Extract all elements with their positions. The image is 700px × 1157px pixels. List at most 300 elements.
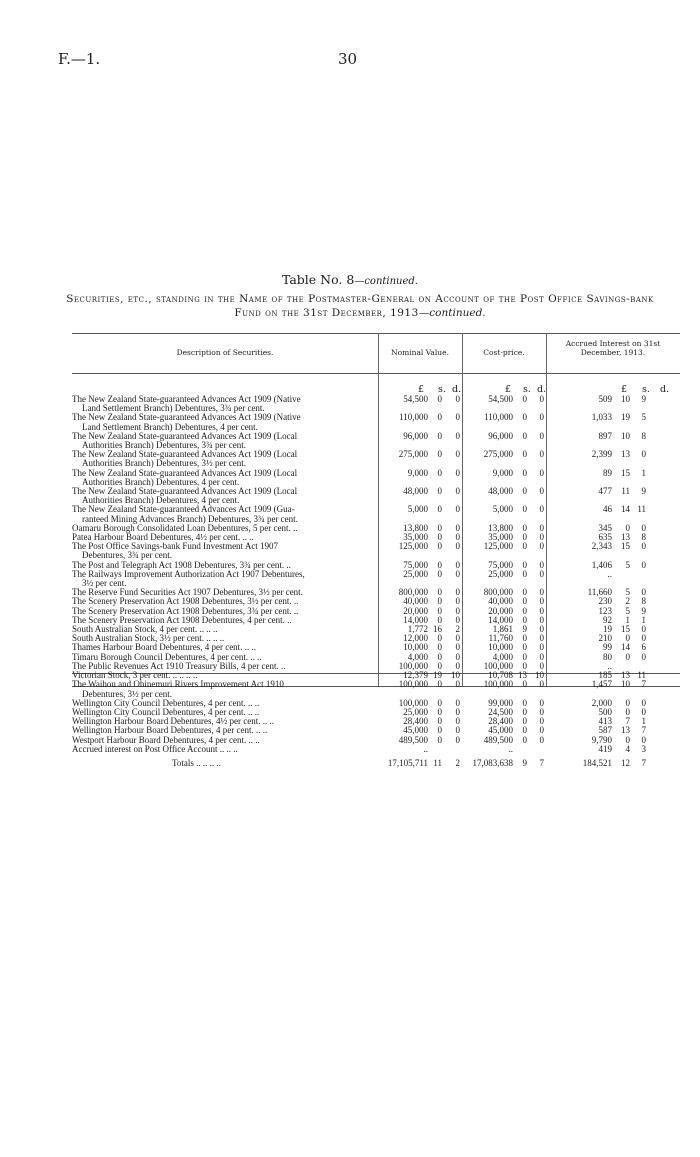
table-subtitle [60,292,660,320]
cost-shillings: 0 [522,430,527,441]
accrued-shillings: 5 [625,559,630,570]
accrued-pence: 0 [641,697,646,708]
description-line: The Public Revenues Act 1910 Treasury Bills, 4 per cent. .. [72,660,286,671]
nominal-pounds: 48,000 [403,486,428,497]
description-line: The New Zealand State-guaranteed Advances Act 1909 (Local [72,467,298,478]
nominal-pence: 10 [451,670,460,681]
total-nominal-shillings: 11 [433,757,442,768]
cost-shillings: 0 [522,734,527,745]
total-cost-shillings: 9 [522,757,527,768]
description-line: The New Zealand State-guaranteed Advances Act 1909 (Local [72,486,298,497]
unit-pounds-accrued: £ [621,384,628,395]
description-line: The New Zealand State-guaranteed Advances Act 1909 (Local [72,449,298,460]
cost-pounds: 96,000 [488,430,513,441]
cost-pounds: .. [508,743,513,754]
accrued-pounds: 80 [603,651,612,662]
total-cost-pence: 7 [539,757,544,768]
accrued-shillings: 15 [621,624,630,635]
description-line: Westport Harbour Board Debentures, 4 per cent. .. .. [72,734,260,745]
cost-pounds: 10,708 [488,670,513,681]
total-accrued-shillings: 12 [621,757,630,768]
nominal-shillings: 0 [437,679,442,690]
nominal-pounds: 96,000 [403,430,428,441]
nominal-pence: 0 [455,486,460,497]
accrued-shillings: 0 [625,734,630,745]
table-subtitle-continued: —continued. [418,307,486,319]
cost-pence: 0 [539,679,544,690]
description-line: The New Zealand State-guaranteed Advances Act 1909 (Native [72,394,301,404]
cost-pounds: 54,500 [488,394,513,404]
accrued-shillings: 13 [621,670,630,681]
nominal-pounds: 12,379 [403,670,428,681]
table-title-main: Table No. 8 [281,272,355,287]
table-row [72,432,646,450]
nominal-pounds: .. [423,743,428,754]
cost-pounds: 28,400 [488,716,513,727]
accrued-pounds: 2,399 [591,449,612,460]
totals-row [72,754,646,768]
cost-pence: 0 [539,651,544,662]
cost-pence: 0 [539,716,544,727]
accrued-pounds: 9,790 [591,734,612,745]
description-continuation: Land Settlement Branch) Debentures, 4 per cent. [82,421,258,432]
nominal-pence: 0 [455,633,460,644]
description-line: The New Zealand State-guaranteed Advances Act 1909 (Native [72,412,301,423]
accrued-shillings: 2 [625,596,630,607]
cost-pence: 0 [539,697,544,708]
security-description [72,680,378,698]
unit-pence-cost: d. [537,384,547,395]
cost-shillings: 13 [518,670,527,681]
description-line: Timaru Borough Council Debentures, 4 per cent. .. .. [72,651,262,662]
security-description [72,450,378,468]
accrued-pence: 6 [641,642,646,653]
cost-shillings: 0 [522,596,527,607]
cost-pence: 0 [539,541,544,552]
accrued-pence: 7 [641,679,646,690]
nominal-shillings: 0 [437,486,442,497]
description-line: Victorian Stock, 3 per cent. .. .. .. .. [72,670,198,681]
cost-pounds: 110,000 [484,412,513,423]
accrued-pounds: 2,343 [591,541,612,552]
nominal-pence: 0 [455,430,460,441]
accrued-pounds: 19 [603,624,612,635]
nominal-pence: 0 [455,394,460,404]
accrued-pounds: 230 [598,596,612,607]
accrued-pounds: 2,000 [591,697,612,708]
cost-pence: 0 [539,412,544,423]
security-description [72,745,378,754]
nominal-pounds: 13,800 [403,522,428,533]
accrued-pounds: 46 [603,504,612,515]
nominal-shillings: 19 [433,670,442,681]
nominal-pounds: 14,000 [403,614,428,625]
nominal-pounds: 28,400 [403,716,428,727]
accrued-shillings: 7 [625,716,630,727]
cost-pounds: 125,000 [483,541,513,552]
table-row [72,395,646,413]
nominal-shillings: 0 [437,642,442,653]
total-nominal-pence: 2 [455,757,460,768]
nominal-pence: 0 [455,697,460,708]
description-line: The Reserve Fund Securities Act 1907 Debentures, 3½ per cent. [72,587,303,598]
cost-pounds: 14,000 [488,614,513,625]
accrued-pence: 0 [641,624,646,635]
cost-pounds: 1,861 [492,624,513,635]
accrued-shillings: 13 [621,725,630,736]
nominal-shillings: 0 [437,522,442,533]
nominal-pounds: 40,000 [403,596,428,607]
cost-shillings: 0 [522,532,527,543]
header-bottom-rule [72,373,680,374]
cost-shillings: 0 [522,504,527,515]
accrued-shillings: 0 [625,522,630,533]
description-line: Oamaru Borough Consolidated Loan Debentures, 5 per cent. .. [72,522,298,533]
description-continuation: 3½ per cent. [82,578,127,589]
nominal-pence: 0 [455,587,460,598]
cost-pence [527,745,544,754]
nominal-pence: 0 [455,734,460,745]
cost-shillings: 0 [522,449,527,460]
nominal-pounds: 100,000 [398,697,428,708]
total-accrued-pounds: 184,521 [582,757,612,768]
cost-pounds: 48,000 [488,486,513,497]
accrued-pounds: .. [607,568,612,579]
accrued-pounds: 587 [598,725,612,736]
accrued-shillings: 13 [621,449,630,460]
table-row [72,505,646,523]
nominal-pence: 0 [455,716,460,727]
nominal-shillings: 0 [437,697,442,708]
securities-table [72,395,646,768]
accrued-pence: 1 [641,614,646,625]
unit-pence-nominal: d. [452,384,462,395]
nominal-pence: 0 [455,651,460,662]
cost-shillings: 0 [522,706,527,717]
total-accrued-pence: 7 [641,757,646,768]
nominal-pounds: 45,000 [403,725,428,736]
page-number: 30 [338,50,358,68]
accrued-pounds: 477 [598,486,612,497]
nominal-shillings: 0 [437,541,442,552]
accrued-pence: 8 [641,596,646,607]
nominal-pence: 0 [455,568,460,579]
accrued-pence [630,570,646,588]
table-row [72,487,646,505]
security-description [72,542,378,560]
description-line: The Scenery Preservation Act 1908 Debentures, 3¾ per cent. .. [72,605,299,616]
security-description [72,570,378,588]
description-continuation: ranteed Mining Advances Branch) Debentures, 3¾ per cent. [82,513,298,524]
description-continuation: Authorities Branch) Debentures, 3½ per cent. [82,458,246,469]
accrued-pence: 11 [637,504,646,515]
description-line: South Australian Stock, 4 per cent. .. .. .. [72,624,218,635]
description-continuation: Debentures, 3½ per cent. [82,688,172,699]
cost-pounds: 489,500 [483,734,513,745]
nominal-pounds: 10,000 [403,642,428,653]
cost-pence: 0 [539,394,544,404]
nominal-pence: 0 [455,522,460,533]
description-line: The New Zealand State-guaranteed Advances Act 1909 (Local [72,430,298,441]
security-description [72,469,378,487]
cost-pounds: 13,800 [488,522,513,533]
cost-shillings: 0 [522,642,527,653]
description-line: South Australian Stock, 3½ per cent. .. .. .. [72,633,225,644]
nominal-shillings: 0 [437,587,442,598]
cost-pence: 0 [539,532,544,543]
nominal-pence: 2 [455,624,460,635]
table-row [72,680,646,698]
nominal-pounds: 489,500 [398,734,428,745]
nominal-shillings: 0 [437,532,442,543]
description-line: Wellington Harbour Board Debentures, 4 per cent. .. .. [72,725,268,736]
accrued-shillings: 0 [625,651,630,662]
accrued-shillings: 14 [621,642,630,653]
nominal-shillings: 0 [437,504,442,515]
accrued-shillings: 1 [625,614,630,625]
nominal-shillings: 0 [437,725,442,736]
header-top-rule [72,333,680,334]
cost-pence: 0 [539,504,544,515]
unit-pence-accrued: d. [660,384,670,395]
accrued-pounds: 500 [598,706,612,717]
cost-shillings: 9 [522,624,527,635]
nominal-pence: 0 [455,412,460,423]
nominal-pence: 0 [455,605,460,616]
cost-pounds: 800,000 [483,587,513,598]
nominal-pence: 0 [455,642,460,653]
unit-shillings-cost: s. [523,384,531,395]
accrued-pence: 3 [641,743,646,754]
cost-shillings: 0 [522,725,527,736]
unit-shillings-accrued: s. [642,384,650,395]
accrued-shillings: 15 [621,541,630,552]
cost-pence: 0 [539,734,544,745]
cost-pence: 0 [539,614,544,625]
cost-pence: 0 [539,568,544,579]
cost-shillings: 0 [522,467,527,478]
nominal-pence: 0 [455,559,460,570]
cost-shillings: 0 [522,568,527,579]
nominal-pence: 0 [455,725,460,736]
nominal-shillings: 0 [437,596,442,607]
nominal-pounds: 25,000 [403,568,428,579]
accrued-pence: 0 [641,706,646,717]
accrued-shillings: 14 [621,504,630,515]
cost-pence: 0 [539,486,544,497]
accrued-pence: 0 [641,587,646,598]
description-line: The Scenery Preservation Act 1908 Debentures, 4 per cent. .. [72,614,292,625]
description-line: The Scenery Preservation Act 1908 Debentures, 3½ per cent. .. [72,596,299,607]
nominal-shillings: 0 [437,568,442,579]
nominal-pence: 0 [455,504,460,515]
accrued-pence: 1 [641,467,646,478]
unit-shillings-nominal: s. [438,384,446,395]
accrued-shillings: 13 [621,532,630,543]
accrued-shillings: 19 [621,412,630,423]
cost-shillings: 0 [522,633,527,644]
cost-pounds: 45,000 [488,725,513,736]
security-description [72,413,378,431]
cost-pounds: 20,000 [488,605,513,616]
accrued-pounds: 185 [598,670,612,681]
cost-pence: 0 [539,559,544,570]
description-line: Wellington Harbour Board Debentures, 4½ per cent. .. .. [72,716,274,727]
totals-label-cell [72,754,378,768]
description-line: Patea Harbour Board Debentures, 4½ per cent. .. .. [72,532,254,543]
accrued-pence: 7 [641,725,646,736]
accrued-pounds: 1,406 [591,559,612,570]
cost-pounds: 275,000 [483,449,513,460]
description-continuation: Debentures, 3¾ per cent. [82,550,172,561]
accrued-pounds: 210 [598,633,612,644]
table-row [72,413,646,431]
cost-pence: 0 [539,660,544,671]
description-line: Accrued interest on Post Office Account .. .. .. [72,743,238,754]
nominal-pence: 0 [455,660,460,671]
accrued-pence: 0 [641,449,646,460]
accrued-shillings: 4 [625,743,630,754]
cost-pence: 0 [539,706,544,717]
cost-pounds: 99,000 [488,697,513,708]
cost-shillings: 0 [522,614,527,625]
description-line: The Post Office Savings-bank Fund Investment Act 1907 [72,541,279,552]
cost-pounds: 100,000 [483,660,513,671]
table-subtitle-main: Securities, etc., standing in the Name of the Postmaster-General on Account of the Post Office Savings-bank Fund on the 31st December, 1913 [66,293,654,319]
security-description [72,487,378,505]
cost-pence: 0 [539,467,544,478]
nominal-pounds: 800,000 [398,587,428,598]
accrued-shillings: 0 [625,633,630,644]
cost-shillings: 0 [522,605,527,616]
cost-pounds: 24,500 [488,706,513,717]
cost-pence: 0 [539,522,544,533]
cost-shillings: 0 [522,486,527,497]
nominal-shillings: 16 [433,624,442,635]
cost-shillings [513,745,527,754]
table-row [72,745,646,754]
accrued-pounds: 345 [598,522,612,533]
cost-pence: 0 [539,605,544,616]
accrued-pounds: 1,033 [591,412,612,423]
description-line: The Post and Telegraph Act 1908 Debentures, 3¾ per cent. .. [72,559,291,570]
cost-shillings: 0 [522,679,527,690]
cost-pounds: 10,000 [488,642,513,653]
column-header-description: Description of Securities. [176,348,274,357]
securities-table-body [72,395,646,768]
column-header-cost: Cost-price. [483,348,525,357]
nominal-shillings: 0 [437,734,442,745]
description-line: The Railways Improvement Authorization Act 1907 Debentures, [72,568,305,579]
cost-pounds: 40,000 [488,596,513,607]
accrued-pence: 8 [641,430,646,441]
unit-pounds-cost: £ [505,384,512,395]
table-title-continued: —continued. [354,276,418,287]
nominal-pounds: 275,000 [398,449,428,460]
accrued-pounds: 509 [598,394,612,404]
cost-shillings: 0 [522,522,527,533]
nominal-pence: 0 [455,541,460,552]
cost-pounds: 9,000 [492,467,513,478]
total-nominal-pounds: 17,105,711 [387,757,428,768]
nominal-shillings: 0 [437,449,442,460]
accrued-shillings: 5 [625,587,630,598]
cost-pence: 10 [535,670,544,681]
document-code: F.—1. [58,50,101,68]
accrued-shillings: 10 [621,679,630,690]
cost-pence: 0 [539,725,544,736]
accrued-pence: 11 [637,670,646,681]
accrued-pounds: .. [607,660,612,671]
nominal-pence: 0 [455,449,460,460]
nominal-pounds: 4,000 [407,651,428,662]
accrued-shillings: 0 [625,697,630,708]
security-description [72,432,378,450]
description-line: The New Zealand State-guaranteed Advances Act 1909 (Gua- [72,504,295,515]
nominal-pence: 0 [455,596,460,607]
description-line: Wellington City Council Debentures, 4 per cent. .. .. [72,706,260,717]
cost-pounds: 4,000 [492,651,513,662]
cost-pounds: 25,000 [488,568,513,579]
cost-pence: 0 [539,449,544,460]
description-continuation: Land Settlement Branch) Debentures, 3¾ per cent. [82,403,265,414]
cost-shillings: 0 [522,541,527,552]
nominal-pounds: 75,000 [403,559,428,570]
accrued-shillings: 5 [625,605,630,616]
description-continuation: Authorities Branch) Debentures, 4 per cent. [82,495,240,506]
accrued-shillings: 11 [621,486,630,497]
accrued-pence: 5 [641,412,646,423]
nominal-pounds: 100,000 [398,660,428,671]
nominal-pence: 0 [455,467,460,478]
nominal-shillings: 0 [437,660,442,671]
cost-pence: 0 [539,624,544,635]
nominal-pounds: 1,772 [407,624,428,635]
column-header-accrued: Accrued Interest on 31st December, 1913. [565,339,661,357]
description-continuation: Authorities Branch) Debentures, 3¾ per cent. [82,440,246,451]
accrued-shillings: 10 [621,394,630,404]
security-description [72,505,378,523]
nominal-shillings: 0 [437,716,442,727]
accrued-pence: 9 [641,605,646,616]
unit-pounds-nominal: £ [418,384,425,395]
accrued-shillings: 15 [621,467,630,478]
cost-shillings: 0 [522,697,527,708]
accrued-shillings: 10 [621,430,630,441]
table-row [72,570,646,588]
nominal-shillings: 0 [437,633,442,644]
accrued-pounds: 123 [598,605,612,616]
accrued-pounds: 89 [603,467,612,478]
nominal-shillings: 0 [437,394,442,404]
accrued-pence: 0 [641,633,646,644]
accrued-pounds: 897 [598,430,612,441]
nominal-shillings: 0 [437,559,442,570]
accrued-pounds: 11,660 [587,587,612,598]
cost-shillings: 0 [522,412,527,423]
table-row [72,542,646,560]
description-continuation: Authorities Branch) Debentures, 4 per cent. [82,476,240,487]
nominal-shillings: 0 [437,430,442,441]
nominal-pounds: 110,000 [399,412,428,423]
accrued-pounds: 99 [603,642,612,653]
description-line: Thames Harbour Board Debentures, 4 per cent. .. .. [72,642,256,653]
total-cost-pounds: 17,083,638 [472,757,513,768]
accrued-pounds: 1,457 [591,679,612,690]
accrued-pounds: 92 [603,614,612,625]
cost-pence: 0 [539,587,544,598]
nominal-pounds: 20,000 [403,605,428,616]
